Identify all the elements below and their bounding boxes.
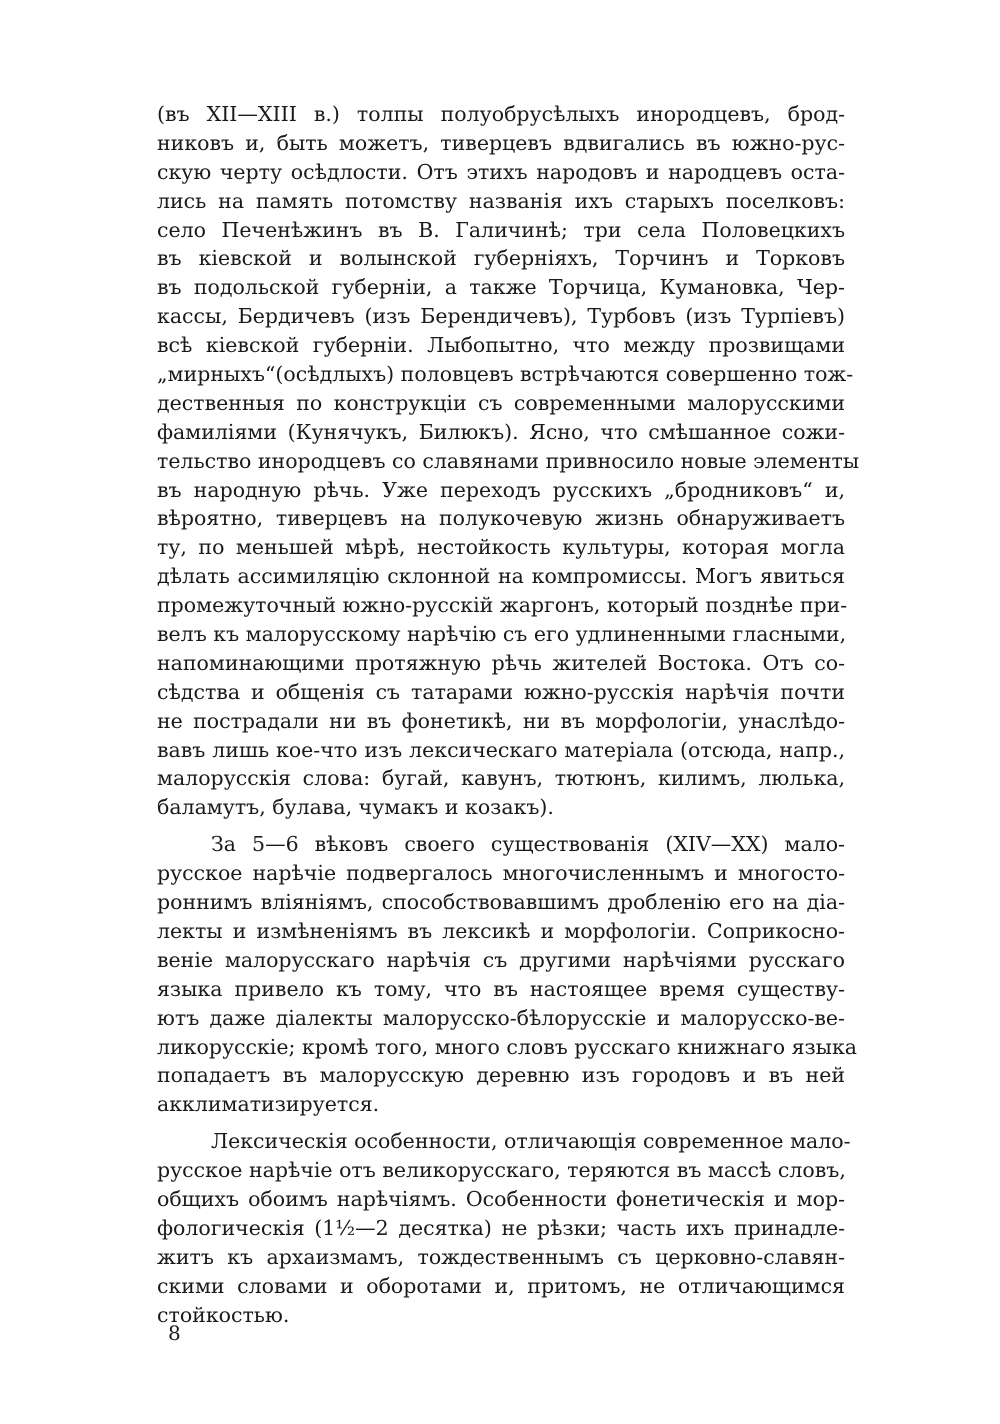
text-line: никовъ и, быть можетъ, тиверцевъ вдвигались въ южно-рус- — [157, 130, 845, 155]
page-number: 8 — [168, 1321, 181, 1345]
text-line: въ народную рѣчь. Уже переходъ русскихъ „бродниковъ“ и, — [157, 477, 845, 502]
text-line: вавъ лишь кое-что изъ лексическаго матеріала (отсюда, напр., — [157, 737, 845, 762]
text-line: русское нарѣчіе отъ великорусскаго, теряются въ массѣ словъ, — [157, 1158, 846, 1183]
text-line: общихъ обоимъ нарѣчіямъ. Особенности фонетическія и мор- — [157, 1186, 845, 1211]
text-line: лекты и измѣненіямъ въ лексикѣ и морфологіи. Соприкосно- — [157, 918, 845, 943]
text-line: малорусскія слова: бугай, кавунъ, тютюнъ, килимъ, люлька, — [157, 766, 845, 791]
text-line: скими словами и оборотами и, притомъ, не отличающимся — [157, 1273, 845, 1298]
text-line: За 5—6 вѣковъ своего существованія (XIV—XX) мало- — [211, 832, 845, 857]
body-text — [157, 100, 860, 1329]
text-line: дѣлать ассимиляцію склонной на компромиссы. Могъ явиться — [157, 564, 845, 589]
text-line: попадаетъ въ малорусскую деревню изъ городовъ и въ ней — [157, 1063, 845, 1088]
text-line: фамиліями (Кунячукъ, Билюкъ). Ясно, что смѣшанное сожи- — [157, 419, 845, 444]
text-line: село Печенѣжинъ въ В. Галичинѣ; три села Половецкихъ — [157, 217, 845, 242]
text-line: роннимъ вліяніямъ, способствовавшимъ дробленію его на діа- — [157, 890, 845, 915]
text-line: русское нарѣчіе подвергалось многочисленнымъ и многосто- — [157, 861, 845, 886]
paragraph — [157, 1127, 851, 1329]
text-line: напоминающими протяжную рѣчь жителей Востока. Отъ со- — [157, 650, 845, 675]
text-line: языка привело къ тому, что въ настоящее время существу- — [157, 976, 845, 1001]
text-line: сѣдства и общенія съ татарами южно-русскія нарѣчія почти — [157, 679, 845, 704]
text-line: стойкостью. — [157, 1302, 290, 1327]
text-line: вѣроятно, тиверцевъ на полукочевую жизнь обнаруживаетъ — [157, 506, 845, 531]
text-line: лись на память потомству названія ихъ старыхъ поселковъ: — [157, 188, 845, 213]
paragraph — [157, 100, 860, 822]
paragraph-gap — [157, 822, 845, 830]
text-line: ютъ даже діалекты малорусско-бѣлорусскіе и малорусско-ве- — [157, 1005, 845, 1030]
text-line: скую черту осѣдлости. Отъ этихъ народовъ и народцевъ оста- — [157, 159, 845, 184]
text-line: веніе малорусскаго нарѣчія съ другими нарѣчіями русскаго — [157, 947, 845, 972]
text-line: велъ къ малорусскому нарѣчію съ его удлиненными гласными, — [157, 622, 847, 647]
text-line: ликорусскіе; кромѣ того, много словъ русскаго книжнаго языка — [157, 1034, 858, 1059]
text-line: не пострадали ни въ фонетикѣ, ни въ морфологіи, унаслѣдо- — [157, 708, 845, 733]
text-line: Лексическія особенности, отличающія современное мало- — [211, 1129, 851, 1154]
text-line: житъ къ архаизмамъ, тождественнымъ съ церковно-славян- — [157, 1244, 845, 1269]
text-line: (въ XII—XIII в.) толпы полуобрусѣлыхъ инородцевъ, брод- — [157, 102, 845, 126]
text-line: фологическія (1½—2 десятка) не рѣзки; часть ихъ принадле- — [157, 1215, 845, 1240]
text-line: промежуточный южно-русскій жаргонъ, который позднѣе при- — [157, 593, 848, 618]
text-line: акклиматизируется. — [157, 1092, 380, 1117]
text-line: ту, по меньшей мѣрѣ, нестойкость культуры, которая могла — [157, 535, 845, 560]
text-line: кассы, Бердичевъ (изъ Берендичевъ), Турбовъ (изъ Турпіевъ) — [157, 304, 845, 329]
text-line: всѣ кіевской губерніи. Лыбопытно, что между прозвищами — [157, 333, 845, 358]
text-line: баламутъ, булава, чумакъ и козакъ). — [157, 795, 554, 820]
text-line: дественныя по конструкціи съ современными малорусскими — [157, 390, 845, 415]
text-line: въ кіевской и волынской губерніяхъ, Торчинъ и Торковъ — [157, 246, 845, 271]
paragraph — [157, 830, 858, 1119]
text-line: въ подольской губерніи, а также Торчица, Кумановка, Чер- — [157, 275, 845, 300]
paragraph-gap — [157, 1119, 845, 1127]
text-line: „мирныхъ“(осѣдлыхъ) половцевъ встрѣчаются совершенно тож- — [157, 362, 854, 387]
text-line: тельство инородцевъ со славянами привносило новые элементы — [157, 448, 860, 473]
